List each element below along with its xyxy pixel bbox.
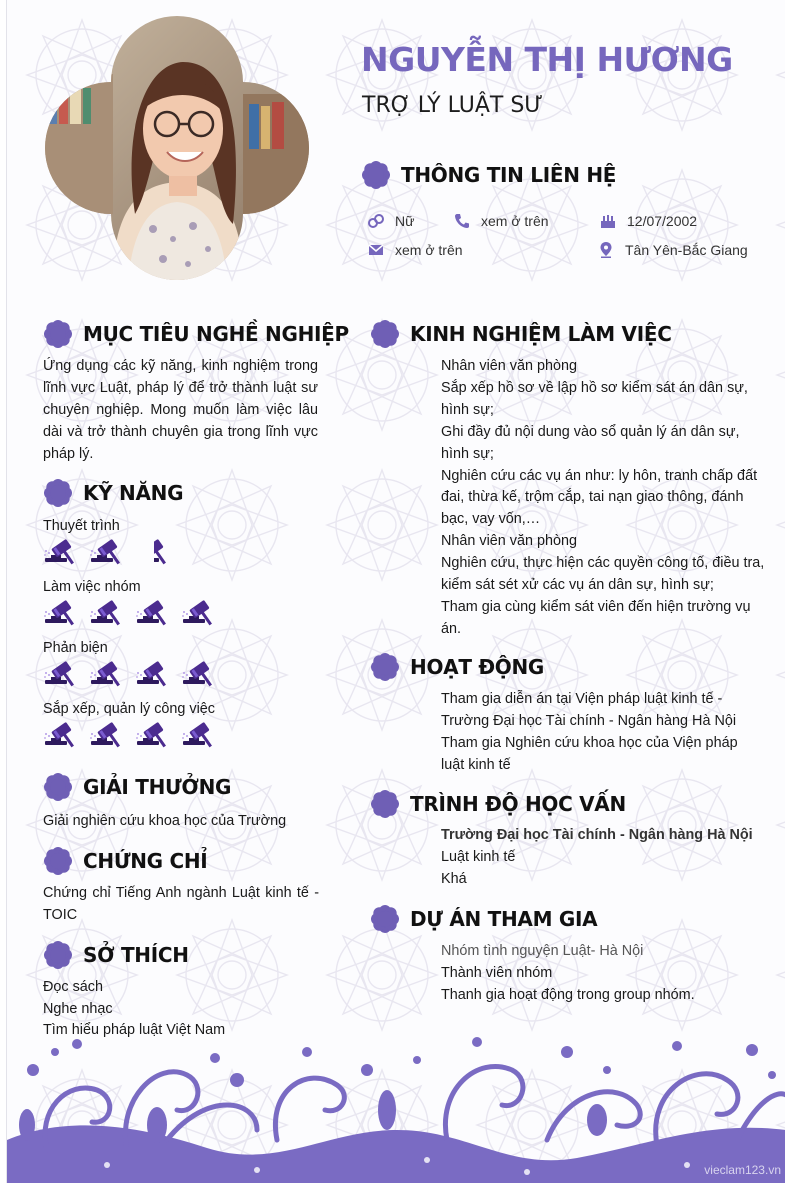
gavel-icon (89, 537, 127, 565)
skill-rating (43, 720, 219, 748)
activities-heading: HOẠT ĐỘNG (370, 652, 544, 682)
envelope-icon (367, 241, 385, 259)
experience-line: bạc, vay vốn,… (441, 511, 541, 528)
flower-icon (43, 940, 73, 970)
candidate-name: NGUYỄN THỊ HƯƠNG (361, 40, 733, 79)
contact-phone: xem ở trên (453, 212, 549, 230)
certificates-text: Chứng chỉ Tiếng Anh ngành Luật kinh tế - TOIC (43, 885, 319, 923)
location-pin-icon (597, 241, 615, 259)
skill-label: Phản biện (43, 640, 108, 656)
gender-icon (367, 212, 385, 230)
education-major: Luật kinh tế (441, 849, 516, 865)
experience-line: Nhân viên văn phòng (441, 358, 578, 374)
education-school: Trường Đại học Tài chính - Ngân hàng Hà Nội (441, 827, 753, 843)
cake-icon (599, 212, 617, 230)
activity-line: luật kinh tế (441, 756, 511, 773)
objective-text: Ứng dụng các kỹ năng, kinh nghiệm trong lĩnh vực Luật, pháp lý để trở thành luật sư chuyên nghiệp. Mong muốn làm việc lâu dài và trở thành chuyên gia trong lĩnh vực pháp lý. (43, 358, 318, 462)
awards-text: Giải nghiên cứu khoa học của Trường (43, 813, 287, 829)
footer-ornament (7, 1030, 785, 1183)
experience-line: hình sự; (441, 445, 494, 462)
activity-line: Tham gia diễn án tại Viện pháp luật kinh tế - (441, 691, 723, 707)
flower-icon (43, 319, 73, 349)
cv-page (6, 0, 785, 1183)
flower-icon (370, 789, 400, 819)
flower-icon (361, 160, 391, 190)
phone-icon (453, 212, 471, 230)
hobby-item: Nghe nhạc (43, 1001, 113, 1017)
flower-icon (43, 846, 73, 876)
project-description: Thanh gia hoạt động trong group nhóm. (441, 987, 695, 1003)
gavel-icon (43, 720, 81, 748)
gavel-icon (135, 598, 173, 626)
contact-heading: THÔNG TIN LIÊN HỆ (361, 160, 616, 190)
gavel-icon (135, 659, 173, 687)
education-grade: Khá (441, 871, 467, 887)
objective-heading: MỤC TIÊU NGHỀ NGHIỆP (43, 319, 349, 349)
experience-heading: KINH NGHIỆM LÀM VIỆC (370, 319, 672, 349)
gavel-icon (43, 537, 81, 565)
contact-address: Tân Yên-Bắc Giang (597, 241, 748, 259)
flower-icon (43, 772, 73, 802)
gavel-icon (89, 720, 127, 748)
skill-rating (43, 598, 219, 626)
watermark: vieclam123.vn (704, 1163, 781, 1177)
activity-line: Tham gia Nghiên cứu khoa học của Viện pháp (441, 734, 738, 751)
project-role: Thành viên nhóm (441, 965, 553, 981)
contact-gender: Nữ (367, 212, 414, 230)
activity-line: Trường Đại học Tài chính - Ngân hàng Hà Nội (441, 712, 737, 729)
experience-line: Nghiên cứu, thực hiện các quyền công tố, điều tra, (441, 555, 765, 572)
experience-line: hình sự; (441, 401, 494, 418)
experience-line: đai, thừa kế, trộm cắp, tai nạn giao thông, đánh (441, 489, 744, 506)
hobby-item: Đọc sách (43, 979, 103, 995)
skill-label: Thuyết trình (43, 518, 120, 534)
hobby-item: Tìm hiểu pháp luật Việt Nam (43, 1022, 226, 1038)
experience-line: kiểm sát sét xử các vụ án dân sự, hình sự; (441, 577, 714, 593)
experience-line: Nghiên cứu các vụ án như: ly hôn, tranh chấp đất (441, 467, 758, 484)
profile-photo (43, 14, 311, 282)
skill-rating (43, 537, 173, 565)
gavel-icon (135, 720, 173, 748)
gavel-icon (135, 537, 173, 565)
skill-rating (43, 659, 219, 687)
gavel-icon (43, 659, 81, 687)
awards-heading: GIẢI THƯỞNG (43, 772, 231, 802)
gavel-icon (43, 598, 81, 626)
contact-email: xem ở trên (367, 241, 463, 259)
skills-heading: KỸ NĂNG (43, 478, 183, 508)
experience-line: Nhân viên văn phòng (441, 533, 578, 550)
experience-line: Tham gia cùng kiểm sát viên đến hiện trường vụ (441, 598, 751, 615)
project-name: Nhóm tình nguyện Luật- Hà Nội (441, 943, 644, 959)
gavel-icon (89, 598, 127, 626)
flower-icon (370, 904, 400, 934)
flower-icon (370, 652, 400, 682)
gavel-icon (181, 720, 219, 748)
contact-birthday: 12/07/2002 (599, 212, 697, 230)
skill-label: Sắp xếp, quản lý công việc (43, 701, 215, 717)
gavel-icon (89, 659, 127, 687)
gavel-icon (181, 598, 219, 626)
projects-heading: DỰ ÁN THAM GIA (370, 904, 597, 934)
flower-icon (370, 319, 400, 349)
experience-line: Sắp xếp hồ sơ về lập hồ sơ kiểm sát án dân sự, (441, 379, 748, 396)
flower-icon (43, 478, 73, 508)
experience-line: án. (441, 620, 462, 637)
skill-label: Làm việc nhóm (43, 579, 141, 595)
certificates-heading: CHỨNG CHỈ (43, 846, 207, 876)
gavel-icon (181, 659, 219, 687)
job-title: TRỢ LÝ LUẬT SƯ (362, 93, 544, 118)
experience-line: Ghi đầy đủ nội dung vào sổ quản lý án dân sự, (441, 423, 740, 440)
hobbies-heading: SỞ THÍCH (43, 940, 189, 970)
education-heading: TRÌNH ĐỘ HỌC VẤN (370, 789, 626, 819)
